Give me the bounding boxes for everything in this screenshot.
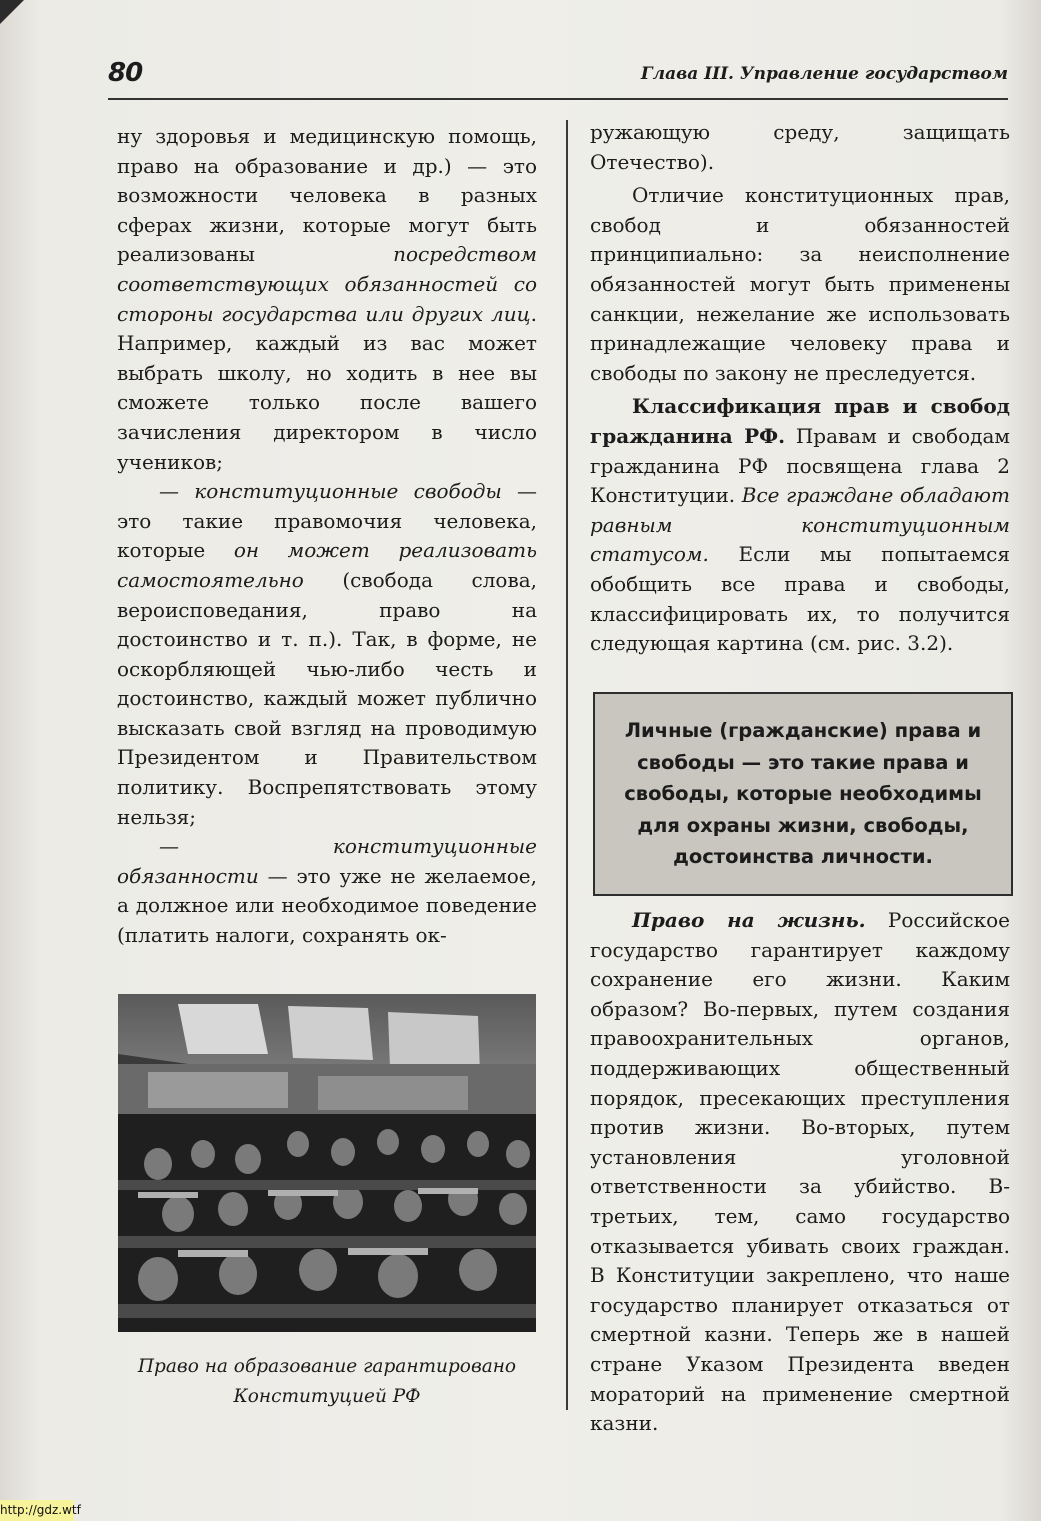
left-paragraph-1 (117, 122, 537, 477)
right-paragraph-1 (590, 118, 1010, 177)
text-run: ружающую среду, защищать Отечество). (590, 120, 1010, 174)
text-run: Российское государство гарантирует каждому сохранение его жизни. Каким образом? Во-первых, путем создания правоохранительных органов, поддерживающих общественный порядок, пресекающих преступления против жизни. Во-вторых, путем установления уголовной ответственности за убийство. В-третьих, тем, само государство отказывается убивать своих граждан. В Конституции закреплено, что наше государство планирует отказаться от смертной казни. Теперь же в нашей стране Указом Президента введен мораторий на применение смертной казни. (590, 908, 1011, 1436)
caption-line-1: Право на образование гарантировано (137, 1356, 517, 1377)
definition-box (593, 692, 1013, 896)
text-run: Классификация прав и свобод гражданина РФ. (590, 394, 1010, 448)
site-label[interactable]: http://gdz.wtf (0, 1500, 74, 1521)
text-run: он может реализовать самостоятельно (117, 538, 537, 592)
text-run: Отличие конституционных прав, свобод и обязанностей принципиально: за неисполнение обязанностей могут быть применены санкции, нежелание же использовать принадлежащие человеку права и свободы по закону не преследуется. (590, 183, 1010, 385)
text-run: — это такие правомочия человека, которые (117, 479, 537, 563)
right-paragraph-2 (590, 181, 1010, 388)
text-run: Если мы попытаемся обобщить все права и свободы, классифицировать их, то получится следующая картина (см. рис. 3.2). (590, 542, 1010, 656)
definition-text: Личные (гражданские) права и свободы — это такие права и свободы, которые необходимы для охраны жизни, свободы, достоинства личности. (624, 719, 982, 869)
text-run: Все граждане обладают равным конституционным статусом. (590, 483, 1010, 567)
lecture-hall-image (118, 994, 536, 1332)
text-run: — конституционные свободы (159, 479, 502, 504)
text-run: Правам и свободам гражданина РФ посвящена глава 2 Конституции. (590, 423, 1010, 508)
page-number: 80 (108, 58, 143, 88)
right-paragraph-3 (590, 392, 1010, 658)
photo-caption (118, 1352, 536, 1412)
folded-corner (0, 0, 24, 24)
text-run: — это уже не желаемое, а должное или необходимое поведение (платить налоги, сохранять ок- (117, 863, 537, 948)
left-column (117, 122, 537, 951)
text-run: — конституционные обязанности (117, 834, 537, 888)
left-paragraph-3 (117, 832, 537, 950)
chapter-title: Глава III. Управление государством (640, 64, 1008, 84)
text-run: ну здоровья и медицинскую помощь, право на образование и др.) — это возможности человека в разных сферах жизни, которые могут быть реализованы (117, 124, 537, 267)
text-run: Право на жизнь. (632, 908, 866, 932)
classroom-photo (118, 994, 536, 1332)
page-header (108, 58, 1008, 100)
right-column-lower (590, 906, 1010, 1439)
column-divider (566, 120, 568, 1410)
right-column (590, 118, 1010, 659)
text-run: . Например, каждый из вас может выбрать школу, но ходить в нее вы сможете только после вашего зачисления директором в число учеников; (117, 301, 537, 474)
right-paragraph-4 (590, 906, 1010, 1439)
caption-line-2: Конституцией РФ (233, 1386, 421, 1407)
text-run: посредством соответствующих обязанностей со стороны государства или других лиц (117, 242, 537, 326)
left-paragraph-2 (117, 477, 537, 832)
text-run: (свобода слова, вероисповедания, право на достоинство и т. п.). Так, в форме, не оскорбляющей чью-либо честь и достоинство, каждый может публично высказать свой взгляд на проводимую Президентом и Правительством политику. Воспрепятствовать этому нельзя; (117, 567, 537, 829)
